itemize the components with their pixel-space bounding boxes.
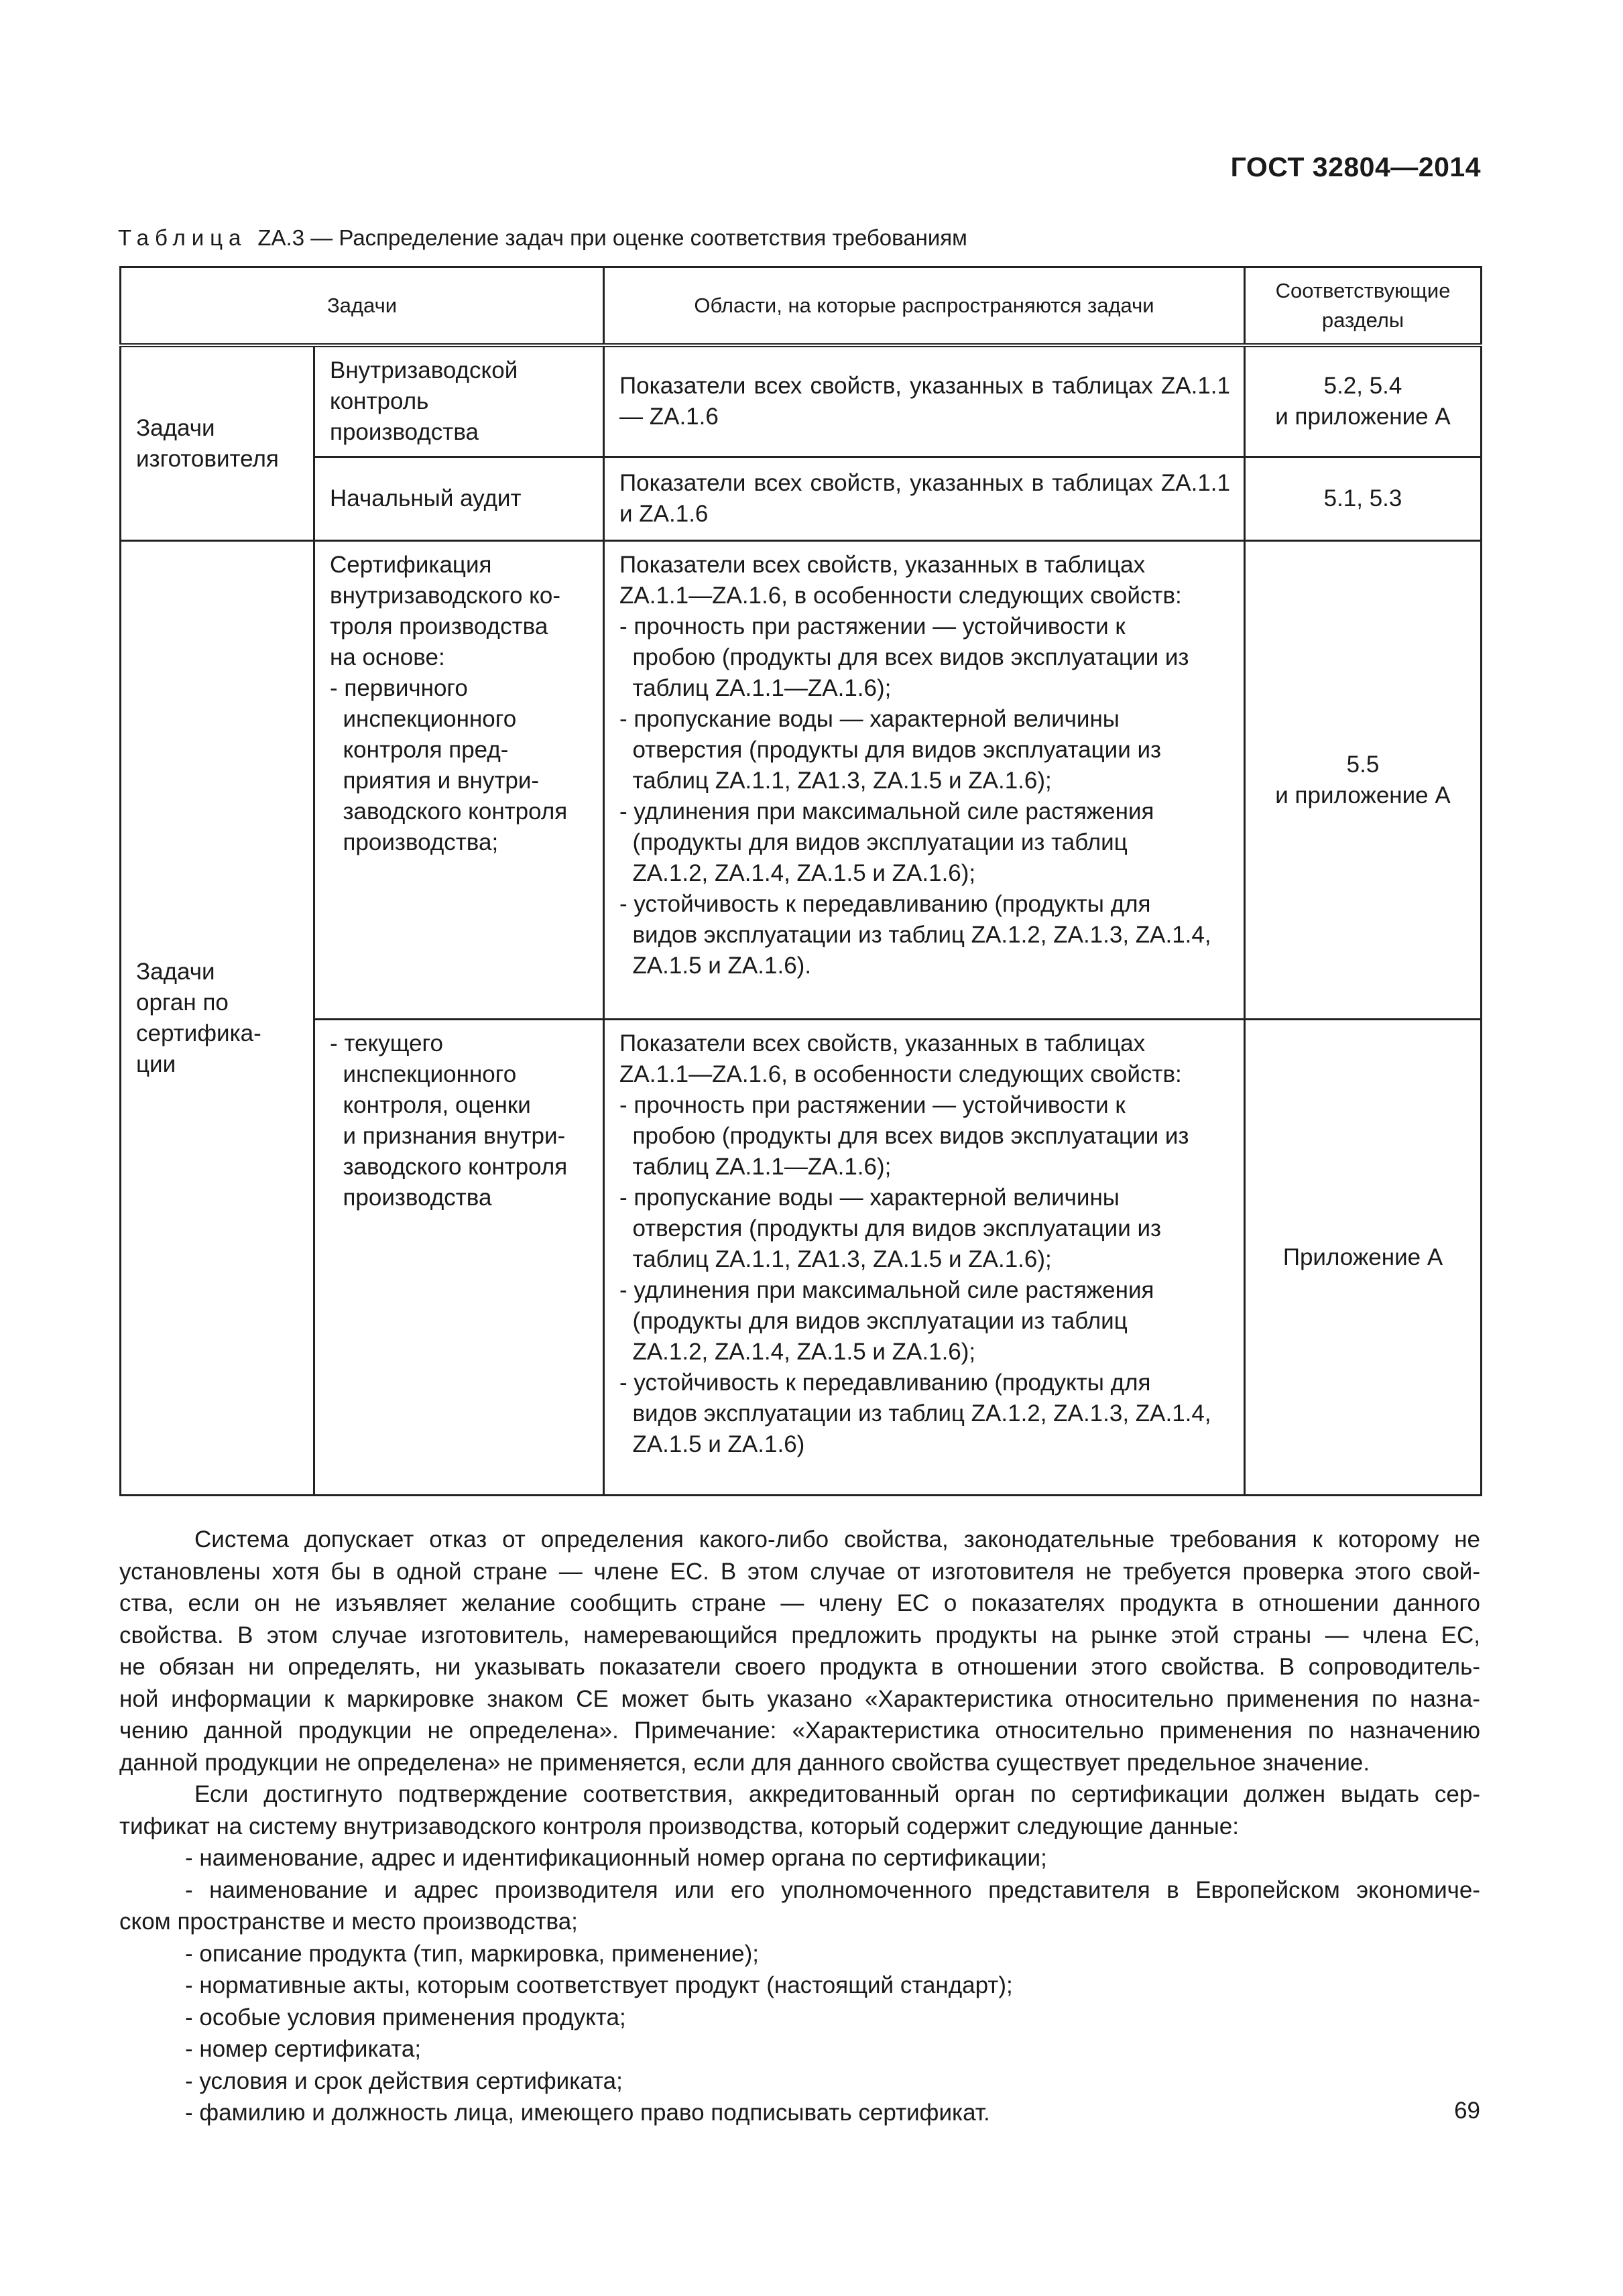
paragraph-line: данной продукции не определена» не применяется, если для данного свойства существует предельное значение.: [119, 1749, 1370, 1776]
table-row: [121, 541, 1482, 1020]
task-text-line: и признания внутри-: [330, 1123, 566, 1149]
header-tasks: Задачи: [121, 267, 604, 346]
paragraph-line: чению данной продукции не определена». Примечание: «Характеристика относительно применения по назначению: [119, 1717, 1480, 1744]
task-text-line: Сертификация: [330, 552, 492, 578]
table-row: [121, 457, 1482, 541]
area-text-line: отверстия (продукты для видов эксплуатации из: [619, 737, 1162, 763]
section-cell: 5.1, 5.3: [1245, 457, 1482, 541]
task-text-line: на основе:: [330, 644, 445, 670]
task-text-line: приятия и внутри-: [330, 768, 540, 794]
task-text-line: инспекционного: [330, 1061, 517, 1087]
area-cell: [604, 541, 1245, 1020]
paragraph-line: Если достигнуто подтверждение соответствия, аккредитованный орган по сертификации должен выдать сер-: [194, 1781, 1480, 1807]
area-cell: [604, 1020, 1245, 1496]
area-text-line: ZA.1.2, ZA.1.4, ZA.1.5 и ZA.1.6);: [619, 1339, 976, 1365]
task-text-line: внутризаводского ко-: [330, 583, 560, 609]
list-item: - наименование, адрес и идентификационный номер органа по сертификации;: [185, 1845, 1047, 1871]
area-text-line: Показатели всех свойств, указанных в таблицах: [619, 552, 1146, 578]
paragraph-line: ства, если он не изъявляет желание сообщить стране — члену ЕС о показателях продукта в отношении данного: [119, 1590, 1480, 1616]
area-text-line: ZA.1.2, ZA.1.4, ZA.1.5 и ZA.1.6);: [619, 860, 976, 886]
area-text-line: - пропускание воды — характерной величины: [619, 706, 1120, 732]
task-text-line: контроля, оценки: [330, 1092, 531, 1118]
area-text-line: - пропускание воды — характерной величины: [619, 1185, 1120, 1211]
table-header-row: [121, 267, 1482, 346]
certificate-data-list: [119, 1842, 1480, 2129]
table-caption-word: Таблица: [118, 225, 247, 250]
group-label-line: сертифика-: [136, 1020, 261, 1046]
area-text-line: - устойчивость к передавливанию (продукты для: [619, 1370, 1151, 1396]
task-text-line: контроль: [330, 388, 429, 414]
task-text-line: контроля пред-: [330, 737, 509, 763]
area-text-line: (продукты для видов эксплуатации из таблиц: [619, 1308, 1128, 1334]
area-text-line: - удлинения при максимальной силе растяжения: [619, 798, 1154, 825]
group-label-line: орган по: [136, 989, 229, 1016]
group-label-line: Задачи: [136, 958, 215, 985]
task-text-line: - текущего: [330, 1030, 444, 1056]
paragraph-line: установлены хотя бы в одной стране — члене ЕС. В этом случае от изготовителя не требуется проверка этого свой-: [119, 1558, 1480, 1585]
list-item: - нормативные акты, которым соответствует продукт (настоящий стандарт);: [185, 1972, 1013, 1998]
area-text-line: - прочность при растяжении — устойчивости к: [619, 613, 1126, 640]
table-caption: [118, 225, 967, 251]
paragraph-waiver: [119, 1524, 1480, 1778]
task-text-line: - первичного: [330, 675, 468, 701]
area-text-line: (продукты для видов эксплуатации из таблиц: [619, 829, 1128, 855]
task-text-line: Внутризаводской: [330, 357, 518, 383]
list-item: - наименование и адрес производителя или его уполномоченного представителя в Европейском экономиче-: [185, 1876, 1480, 1903]
task-text-line: заводского контроля: [330, 1154, 568, 1180]
task-cell: [314, 1020, 604, 1496]
table-row: [121, 345, 1482, 457]
list-item: - особые условия применения продукта;: [185, 2004, 626, 2031]
paragraph-line: свойства. В этом случае изготовитель, намеревающийся предложить продукты на рынке этой страны — члена ЕС,: [119, 1622, 1480, 1648]
area-text-line: - устойчивость к передавливанию (продукты для: [619, 891, 1151, 917]
task-cell: [314, 541, 604, 1020]
document-code: ГОСТ 32804—2014: [1230, 152, 1481, 182]
area-text-line: ZA.1.5 и ZA.1.6): [619, 1431, 805, 1457]
section-cell: Приложение А: [1245, 1020, 1482, 1496]
area-text-line: ZA.1.5 и ZA.1.6).: [619, 953, 812, 979]
paragraph-line: не обязан ни определять, ни указывать показатели своего продукта в отношении этого свойства. В сопроводитель-: [119, 1654, 1480, 1680]
task-text-line: производства: [330, 419, 479, 445]
task-cell: [314, 457, 604, 541]
paragraph-line: ной информации к маркировке знаком СЕ может быть указано «Характеристика относительно применения по назна-: [119, 1685, 1480, 1712]
area-cell: Показатели всех свойств, указанных в таблицах ZA.1.1 — ZA.1.6: [604, 345, 1245, 457]
group-label-manufacturer: Задачи изготовителя: [121, 345, 314, 541]
area-text-line: пробою (продукты для всех видов эксплуатации из: [619, 644, 1189, 670]
group-label-line: ции: [136, 1050, 176, 1077]
area-text-line: Показатели всех свойств, указанных в таблицах: [619, 1030, 1146, 1056]
area-text-line: - прочность при растяжении — устойчивости к: [619, 1092, 1126, 1118]
page-number: 69: [1454, 2098, 1480, 2124]
area-text-line: - удлинения при максимальной силе растяжения: [619, 1277, 1154, 1303]
table-caption-text: ZA.3 — Распределение задач при оценке соответствия требованиям: [257, 225, 967, 250]
list-item: - фамилию и должность лица, имеющего право подписывать сертификат.: [185, 2100, 990, 2126]
table-row: [121, 1020, 1482, 1496]
list-item: - условия и срок действия сертификата;: [185, 2067, 623, 2094]
task-text-line: производства: [330, 1185, 492, 1211]
area-text-line: таблиц ZA.1.1—ZA.1.6);: [619, 1154, 892, 1180]
area-text-line: ZA.1.1—ZA.1.6, в особенности следующих свойств:: [619, 1061, 1182, 1087]
area-cell: Показатели всех свойств, указанных в таблицах ZA.1.1 и ZA.1.6: [604, 457, 1245, 541]
section-cell: 5.5 и приложение А: [1245, 541, 1482, 1020]
group-label-certification-body: [121, 541, 314, 1496]
task-text-line: инспекционного: [330, 706, 517, 732]
header-areas: Области, на которые распространяются задачи: [604, 267, 1245, 346]
list-item: - описание продукта (тип, маркировка, применение);: [185, 1940, 759, 1967]
area-text-line: видов эксплуатации из таблиц ZA.1.2, ZA.1.3, ZA.1.4,: [619, 1400, 1211, 1427]
area-text-line: таблиц ZA.1.1, ZA1.3, ZA.1.5 и ZA.1.6);: [619, 768, 1052, 794]
task-cell: [314, 345, 604, 457]
task-text-line: заводского контроля: [330, 798, 568, 825]
area-text-line: отверстия (продукты для видов эксплуатации из: [619, 1215, 1162, 1242]
list-item: - номер сертификата;: [185, 2036, 422, 2062]
area-text-line: таблиц ZA.1.1, ZA1.3, ZA.1.5 и ZA.1.6);: [619, 1246, 1052, 1272]
area-text-line: таблиц ZA.1.1—ZA.1.6);: [619, 675, 892, 701]
paragraph-line: тификат на систему внутризаводского контроля производства, который содержит следующие данные:: [119, 1813, 1239, 1839]
area-text-line: ZA.1.1—ZA.1.6, в особенности следующих свойств:: [619, 583, 1182, 609]
header-sections: Соответствующие разделы: [1245, 267, 1482, 346]
area-text-line: видов эксплуатации из таблиц ZA.1.2, ZA.1.3, ZA.1.4,: [619, 922, 1211, 948]
task-text-line: производства;: [330, 829, 499, 855]
list-item: ском пространстве и место производства;: [119, 1909, 578, 1935]
tasks-table: [119, 266, 1482, 1496]
paragraph-line: Система допускает отказ от определения какого-либо свойства, законодательные требования к которому не: [194, 1526, 1480, 1553]
task-text-line: троля производства: [330, 613, 548, 640]
task-text-line: Начальный аудит: [330, 485, 522, 511]
area-text-line: пробою (продукты для всех видов эксплуатации из: [619, 1123, 1189, 1149]
paragraph-certificate: [119, 1778, 1480, 1842]
section-cell: 5.2, 5.4 и приложение А: [1245, 345, 1482, 457]
